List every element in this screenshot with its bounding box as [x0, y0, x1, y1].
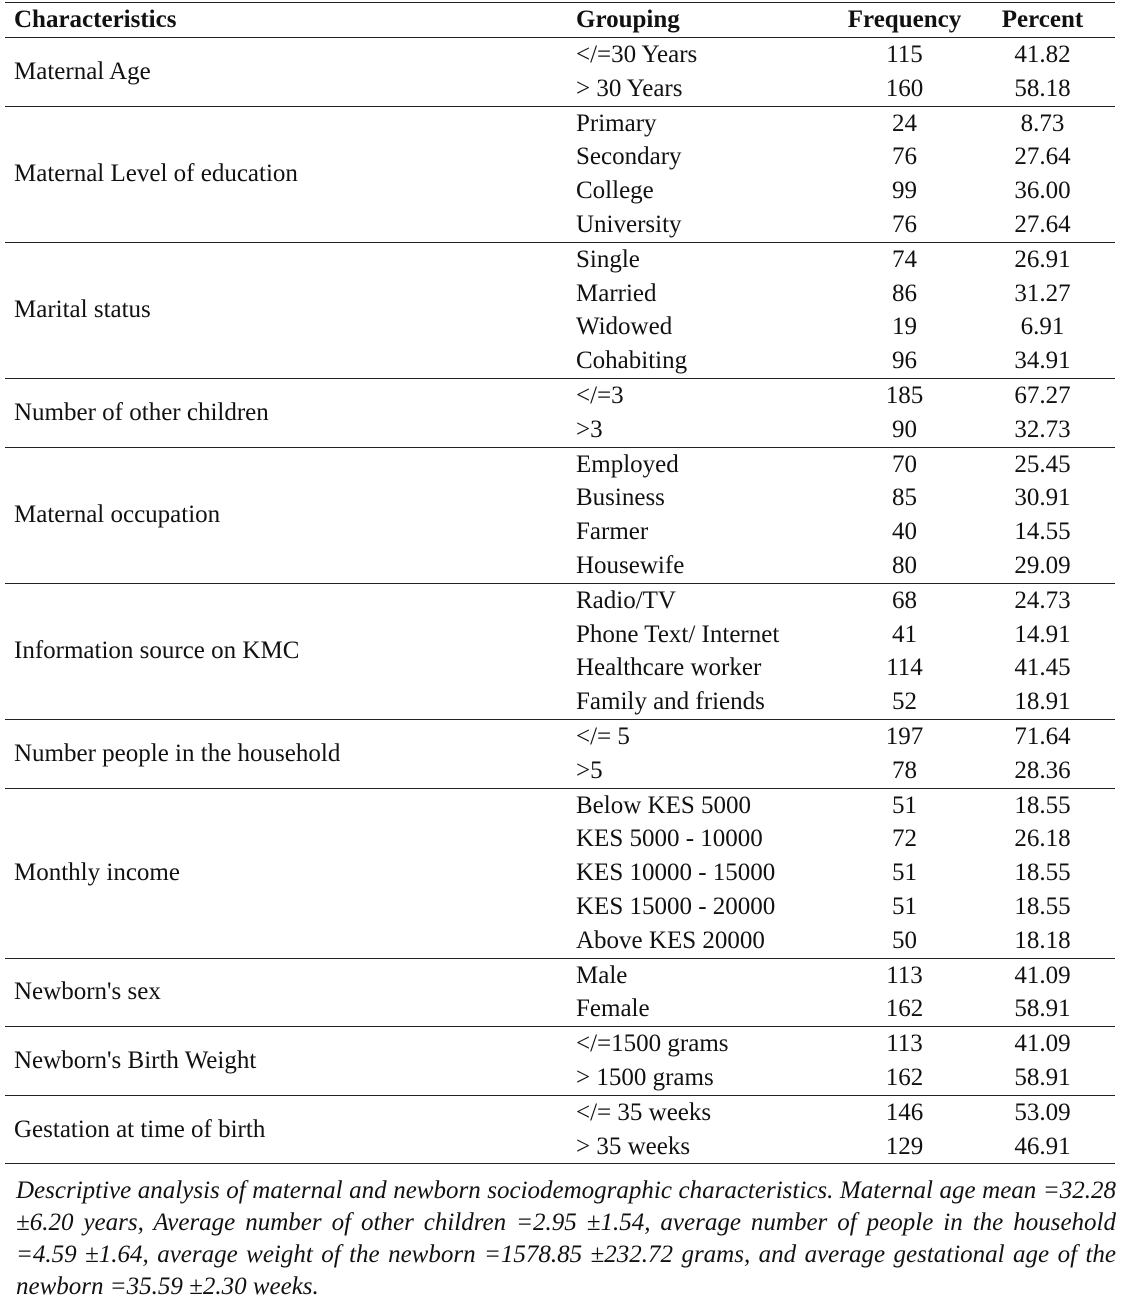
frequency-cell: 76: [892, 143, 917, 171]
characteristic-cell: Gestation at time of birth: [5, 1095, 567, 1164]
frequency-cell: 197: [885, 722, 924, 750]
grouping-cell: Business: [576, 484, 665, 512]
grouping-cell: > 30 Years: [567, 72, 839, 106]
grouping-cell: >3: [567, 413, 839, 447]
grouping-cell: Married: [576, 279, 657, 307]
percent-cell: 41.09: [1014, 961, 1071, 989]
grouping-cell: Secondary: [576, 143, 682, 171]
grouping-cell: </=3: [576, 381, 624, 409]
percent-cell: 36.00: [1014, 177, 1071, 205]
grouping-cell: Radio/TV: [576, 586, 676, 614]
frequency-cell: 114: [886, 654, 923, 682]
header-percent: Percent: [970, 3, 1115, 38]
frequency-cell: 51: [892, 859, 917, 887]
table-row: [5, 378, 1115, 412]
percent-cell: 41.09: [1014, 1030, 1071, 1058]
frequency-cell: 146: [885, 1098, 924, 1126]
frequency-cell: 162: [839, 992, 970, 1026]
frequency-cell: 80: [839, 549, 970, 583]
frequency-cell: 90: [839, 413, 970, 447]
grouping-cell: Cohabiting: [567, 344, 839, 378]
frequency-cell: 72: [892, 825, 917, 853]
frequency-cell: 113: [886, 961, 923, 989]
grouping-cell: KES 15000 - 20000: [576, 892, 776, 920]
grouping-cell: Employed: [576, 450, 679, 478]
characteristic-cell: Number people in the household: [5, 719, 567, 788]
frequency-cell: 40: [892, 518, 917, 546]
grouping-cell: KES 10000 - 15000: [576, 859, 776, 887]
frequency-cell: 74: [892, 245, 917, 273]
percent-cell: 27.64: [1014, 143, 1071, 171]
header-grouping: Grouping: [567, 3, 839, 38]
table-row: [5, 38, 1115, 72]
percent-cell: 53.09: [1014, 1098, 1071, 1126]
characteristic-cell: Maternal occupation: [5, 447, 567, 583]
table-row: [5, 106, 1115, 140]
percent-cell: 34.91: [970, 344, 1115, 378]
grouping-cell: </= 35 weeks: [576, 1098, 712, 1126]
characteristic-cell: Newborn's Birth Weight: [5, 1027, 567, 1096]
grouping-cell: Widowed: [576, 313, 673, 341]
table-body: [5, 38, 1115, 1164]
percent-cell: 8.73: [1020, 109, 1065, 137]
frequency-cell: 70: [892, 450, 917, 478]
header-frequency: Frequency: [839, 3, 970, 38]
frequency-cell: 51: [892, 892, 917, 920]
percent-cell: 27.64: [970, 208, 1115, 242]
characteristic-cell: Monthly income: [5, 788, 567, 958]
grouping-cell: Farmer: [576, 518, 649, 546]
percent-cell: 24.73: [1014, 586, 1071, 614]
table-row: [5, 958, 1115, 992]
percent-cell: 31.27: [1014, 279, 1071, 307]
percent-cell: 41.82: [1014, 41, 1071, 68]
percent-cell: 67.27: [1014, 381, 1071, 409]
percent-cell: 18.55: [1014, 859, 1071, 887]
grouping-cell: >5: [567, 754, 839, 788]
percent-cell: 18.55: [1014, 791, 1071, 819]
percent-cell: 28.36: [970, 754, 1115, 788]
frequency-cell: 78: [839, 754, 970, 788]
characteristic-cell: Maternal Age: [5, 38, 567, 107]
percent-cell: 32.73: [970, 413, 1115, 447]
table-footnote: Descriptive analysis of maternal and newborn sociodemographic characteristics. Maternal age mean =32.28 ±6.20 years, Average number of other children =2.95 ±1.54, average number of people in the household =4.59 ±1.64, average weight of the newborn =1578.85 ±232.72 grams, and average gestational age of the newborn =35.59 ±2.30 weeks.: [16, 1177, 1116, 1300]
table-row: [5, 719, 1115, 753]
percent-cell: 14.55: [1014, 518, 1071, 546]
percent-cell: 6.91: [1020, 313, 1065, 341]
grouping-cell: Healthcare worker: [576, 654, 762, 682]
grouping-cell: Phone Text/ Internet: [576, 620, 780, 648]
grouping-cell: Housewife: [567, 549, 839, 583]
header-characteristics: Characteristics: [5, 3, 567, 38]
characteristic-cell: Information source on KMC: [5, 583, 567, 719]
grouping-cell: Male: [576, 961, 628, 989]
table-row: [5, 242, 1115, 276]
percent-cell: 71.64: [1014, 722, 1071, 750]
grouping-cell: Below KES 5000: [576, 791, 751, 819]
characteristic-cell: Marital status: [5, 242, 567, 378]
frequency-cell: 86: [892, 279, 917, 307]
frequency-cell: 41: [892, 620, 917, 648]
table-header-row: [5, 3, 1115, 38]
characteristic-cell: Number of other children: [5, 378, 567, 447]
frequency-cell: 51: [892, 791, 917, 819]
table-row: [5, 583, 1115, 617]
percent-cell: 26.18: [1014, 825, 1071, 853]
frequency-cell: 129: [839, 1130, 970, 1164]
grouping-cell: > 35 weeks: [567, 1130, 839, 1164]
percent-cell: 30.91: [1014, 484, 1071, 512]
grouping-cell: Family and friends: [567, 685, 839, 719]
percent-cell: 41.45: [1014, 654, 1071, 682]
frequency-cell: 76: [839, 208, 970, 242]
percent-cell: 18.55: [1014, 892, 1071, 920]
grouping-cell: </=30 Years: [576, 41, 698, 68]
grouping-cell: Female: [567, 992, 839, 1026]
frequency-cell: 113: [886, 1030, 923, 1058]
percent-cell: 18.91: [970, 685, 1115, 719]
characteristic-cell: Newborn's sex: [5, 958, 567, 1027]
grouping-cell: Primary: [576, 109, 657, 137]
table-row: [5, 1095, 1115, 1129]
characteristic-cell: Maternal Level of education: [5, 106, 567, 242]
table-row: [5, 447, 1115, 481]
frequency-cell: 85: [892, 484, 917, 512]
table-row: [5, 788, 1115, 822]
percent-cell: 29.09: [970, 549, 1115, 583]
grouping-cell: University: [567, 208, 839, 242]
table-row: [5, 1027, 1115, 1061]
frequency-cell: 99: [892, 177, 917, 205]
percent-cell: 46.91: [970, 1130, 1115, 1164]
characteristics-table: [5, 2, 1115, 1164]
frequency-cell: 24: [892, 109, 917, 137]
frequency-cell: 50: [839, 924, 970, 958]
frequency-cell: 96: [839, 344, 970, 378]
grouping-cell: Single: [576, 245, 640, 273]
grouping-cell: Above KES 20000: [567, 924, 839, 958]
percent-cell: 14.91: [1014, 620, 1071, 648]
percent-cell: 58.91: [970, 1061, 1115, 1095]
frequency-cell: 52: [839, 685, 970, 719]
frequency-cell: 19: [892, 313, 917, 341]
percent-cell: 18.18: [970, 924, 1115, 958]
grouping-cell: > 1500 grams: [567, 1061, 839, 1095]
frequency-cell: 185: [885, 381, 924, 409]
grouping-cell: KES 5000 - 10000: [576, 825, 763, 853]
grouping-cell: College: [576, 177, 654, 205]
grouping-cell: </=1500 grams: [576, 1030, 729, 1058]
grouping-cell: </= 5: [576, 722, 630, 750]
percent-cell: 26.91: [1014, 245, 1071, 273]
frequency-cell: 68: [892, 586, 917, 614]
frequency-cell: 115: [886, 41, 923, 68]
percent-cell: 58.18: [970, 72, 1115, 106]
frequency-cell: 160: [839, 72, 970, 106]
percent-cell: 25.45: [1014, 450, 1071, 478]
percent-cell: 58.91: [970, 992, 1115, 1026]
frequency-cell: 162: [839, 1061, 970, 1095]
